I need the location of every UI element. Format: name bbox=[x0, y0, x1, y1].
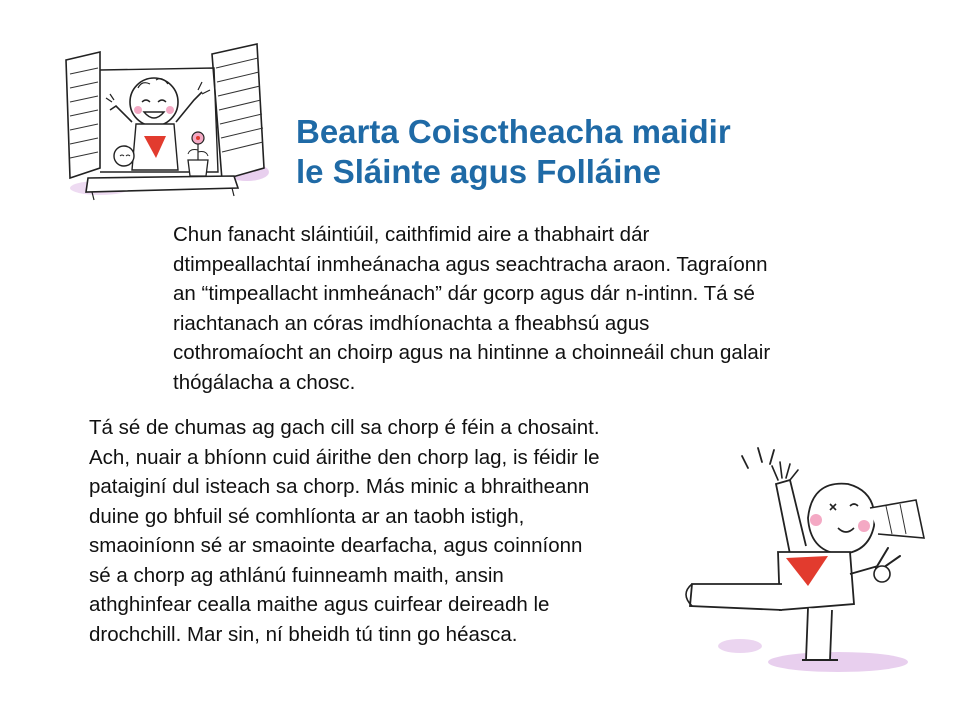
paragraph-line: riachtanach an córas imdhíonachta a fheabhsú agus bbox=[173, 311, 650, 335]
paragraph-line: smaoiníonn sé ar smaointe dearfacha, agus coinníonn bbox=[89, 534, 583, 557]
body-paragraph bbox=[89, 413, 729, 649]
page-title bbox=[296, 112, 896, 192]
paragraph-line: pataiginí dul isteach sa chorp. Más minic a bhraitheann bbox=[89, 475, 590, 498]
paragraph-line: cothromaíocht an choirp agus na hintinne a choinneáil chun galair bbox=[173, 341, 771, 364]
child-dancing-victory-illustration bbox=[678, 434, 938, 680]
paragraph-line: thógálacha a chosc. bbox=[173, 370, 356, 394]
child-waving-from-window-illustration bbox=[52, 40, 277, 205]
paragraph-line: Chun fanacht sláintiúil, caithfimid aire a thabhairt dár bbox=[173, 223, 650, 246]
paragraph-line: sé a chorp ag athlánú fuinneamh maith, ansin bbox=[89, 563, 504, 587]
paragraph-line: an “timpeallacht inmheánach” dár gcorp agus dár n-intinn. Tá sé bbox=[173, 282, 755, 305]
paragraph-line: dtimpeallachtaí inmheánacha agus seachtracha araon. Tagraíonn bbox=[173, 252, 768, 276]
paragraph-line: Tá sé de chumas ag gach cill sa chorp é féin a chosaint. bbox=[89, 416, 600, 439]
title-line-1: Bearta Coisctheacha maidir bbox=[296, 113, 731, 150]
paragraph-line: Ach, nuair a bhíonn cuid áirithe den chorp lag, is féidir le bbox=[89, 445, 600, 469]
intro-paragraph bbox=[173, 220, 893, 397]
paragraph-line: duine go bhfuil sé comhlíonta ar an taobh istigh, bbox=[89, 504, 525, 528]
title-line-2: le Sláinte agus Folláine bbox=[296, 153, 661, 190]
paragraph-line: drochchill. Mar sin, ní bheidh tú tinn go héasca. bbox=[89, 622, 518, 646]
paragraph-line: athghinfear cealla maithe agus cuirfear deireadh le bbox=[89, 593, 550, 616]
